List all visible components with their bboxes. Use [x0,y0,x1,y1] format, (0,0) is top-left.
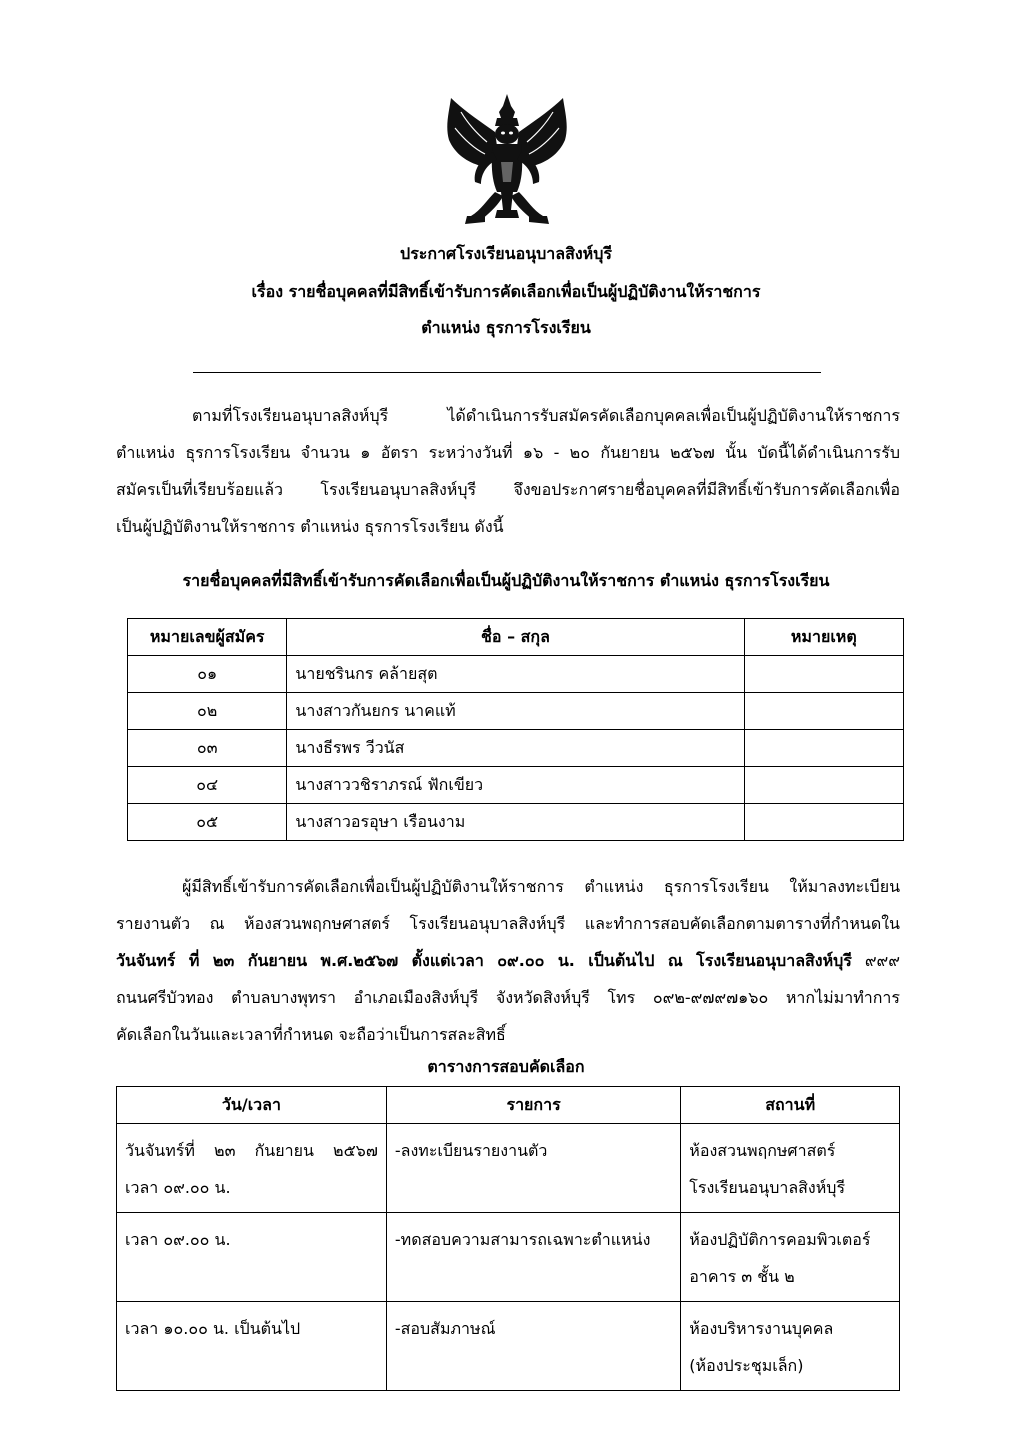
schedule-title: ตารางการสอบคัดเลือก [427,1057,585,1076]
candidate-note [744,693,903,730]
candidate-name: นางธีรพร วีวนัส [287,730,744,767]
schedule-item: -ลงทะเบียนรายงานตัว [386,1124,680,1213]
table-row [117,1302,900,1391]
header-note: หมายเหตุ [744,619,903,656]
header-number: หมายเลขผู้สมัคร [128,619,287,656]
candidate-note [744,730,903,767]
candidate-note [744,656,903,693]
candidate-number: ๐๕ [128,804,287,841]
table-row [117,1124,900,1213]
notice-date-bold: วันจันทร์ ที่ ๒๓ กันยายน พ.ศ.๒๕๖๗ ตั้งแต่เวลา ๐๙.๐๐ น. เป็นต้นไป ณ โรงเรียนอนุบาลสิงห์บุรี [116,951,852,970]
candidate-number: ๐๔ [128,767,287,804]
intro-line: ตำแหน่ง ธุรการโรงเรียน จำนวน ๑ อัตรา ระหว่างวันที่ ๑๖ - ๒๐ กันยายน ๒๕๖๗ นั้น บัดนี้ได้ดำเนินการรับ [116,443,900,462]
candidate-number: ๐๒ [128,693,287,730]
schedule-place-line: อาคาร ๓ ชั้น ๒ [689,1267,795,1286]
schedule-place-line: ห้องปฏิบัติการคอมพิวเตอร์ [689,1230,871,1249]
notice-line: รายงานตัว ณ ห้องสวนพฤกษศาสตร์ โรงเรียนอนุบาลสิงห์บุรี และทำการสอบคัดเลือกตามตารางที่กำหนดใน [116,914,900,933]
schedule-item: -ทดสอบความสามารถเฉพาะตำแหน่ง [386,1213,680,1302]
table-header-row [128,619,904,656]
table-row [128,767,904,804]
candidate-number: ๐๓ [128,730,287,767]
notice-line: ถนนศรีบัวทอง ตำบลบางพุทรา อำเภอเมืองสิงห์บุรี จังหวัดสิงห์บุรี โทร ๐๙๒-๙๗๙๗๑๖๐ หากไม่มาทำการ [116,988,900,1007]
intro-line: เป็นผู้ปฏิบัติงานให้ราชการ ตำแหน่ง ธุรการโรงเรียน ดังนี้ [116,517,504,536]
notice-line [116,942,900,979]
announcement-subject: เรื่อง รายชื่อบุคคลที่มีสิทธิ์เข้ารับการคัดเลือกเพื่อเป็นผู้ปฏิบัติงานให้ราชการ [251,282,761,301]
announcement-position: ตำแหน่ง ธุรการโรงเรียน [421,318,591,337]
candidate-number: ๐๑ [128,656,287,693]
header-name: ชื่อ – สกุล [287,619,744,656]
schedule-place [681,1124,900,1213]
header-date: วัน/เวลา [117,1087,387,1124]
announcement-title: ประกาศโรงเรียนอนุบาลสิงห์บุรี [400,244,612,263]
candidate-name: นางสาวกันยกร นาคแท้ [287,693,744,730]
schedule-place-line: ห้องสวนพฤกษศาสตร์ [689,1141,836,1160]
header-divider [193,372,821,373]
schedule-place [681,1302,900,1391]
intro-line: สมัครเป็นที่เรียบร้อยแล้ว โรงเรียนอนุบาลสิงห์บุรี จึงขอประกาศรายชื่อบุคคลที่มีสิทธิ์เข้ารับการคัดเลือกเพื่อ [116,480,900,499]
schedule-date [117,1124,387,1213]
schedule-table [116,1086,900,1391]
schedule-date-line: เวลา ๑๐.๐๐ น. เป็นต้นไป [125,1319,301,1338]
schedule-item: -สอบสัมภาษณ์ [386,1302,680,1391]
schedule-place-line: ห้องบริหารงานบุคคล [689,1319,834,1338]
candidate-name: นางสาววชิราภรณ์ ฟักเขียว [287,767,744,804]
candidate-note [744,767,903,804]
schedule-time-line: เวลา ๐๙.๐๐ น. [125,1178,231,1197]
intro-paragraph [116,397,900,545]
table-row [117,1213,900,1302]
schedule-date-line: เวลา ๐๙.๐๐ น. [125,1230,231,1249]
notice-line: คัดเลือกในวันและเวลาที่กำหนด จะถือว่าเป็นการสละสิทธิ์ [116,1025,506,1044]
schedule-place [681,1213,900,1302]
schedule-place-line: โรงเรียนอนุบาลสิงห์บุรี [689,1178,846,1197]
notice-paragraph [116,868,900,1053]
candidate-note [744,804,903,841]
table-row [128,656,904,693]
schedule-date-line: วันจันทร์ที่ ๒๓ กันยายน ๒๕๖๗ [125,1141,378,1160]
header-place: สถานที่ [681,1087,900,1124]
header-item: รายการ [386,1087,680,1124]
garuda-emblem-icon [441,92,573,230]
intro-line: ตามที่โรงเรียนอนุบาลสิงห์บุรี ได้ดำเนินการรับสมัครคัดเลือกบุคคลเพื่อเป็นผู้ปฏิบัติงานให้ราชการ [192,406,900,425]
candidate-name: นายชรินกร คล้ายสุต [287,656,744,693]
table-row [128,693,904,730]
notice-line: ผู้มีสิทธิ์เข้ารับการคัดเลือกเพื่อเป็นผู้ปฏิบัติงานให้ราชการ ตำแหน่ง ธุรการโรงเรียน ให้มาลงทะเบียน [182,877,900,896]
schedule-date [117,1213,387,1302]
candidates-table [127,618,904,841]
table-row [128,730,904,767]
table-row [128,804,904,841]
table-header-row [117,1087,900,1124]
candidate-list-title: รายชื่อบุคคลที่มีสิทธิ์เข้ารับการคัดเลือกเพื่อเป็นผู้ปฏิบัติงานให้ราชการ ตำแหน่ง ธุรการโรงเรียน [182,571,830,590]
schedule-date [117,1302,387,1391]
notice-address-number: ๙๙๙ [851,951,900,970]
candidate-name: นางสาวอรอุษา เรือนงาม [287,804,744,841]
schedule-place-line: (ห้องประชุมเล็ก) [689,1356,804,1375]
